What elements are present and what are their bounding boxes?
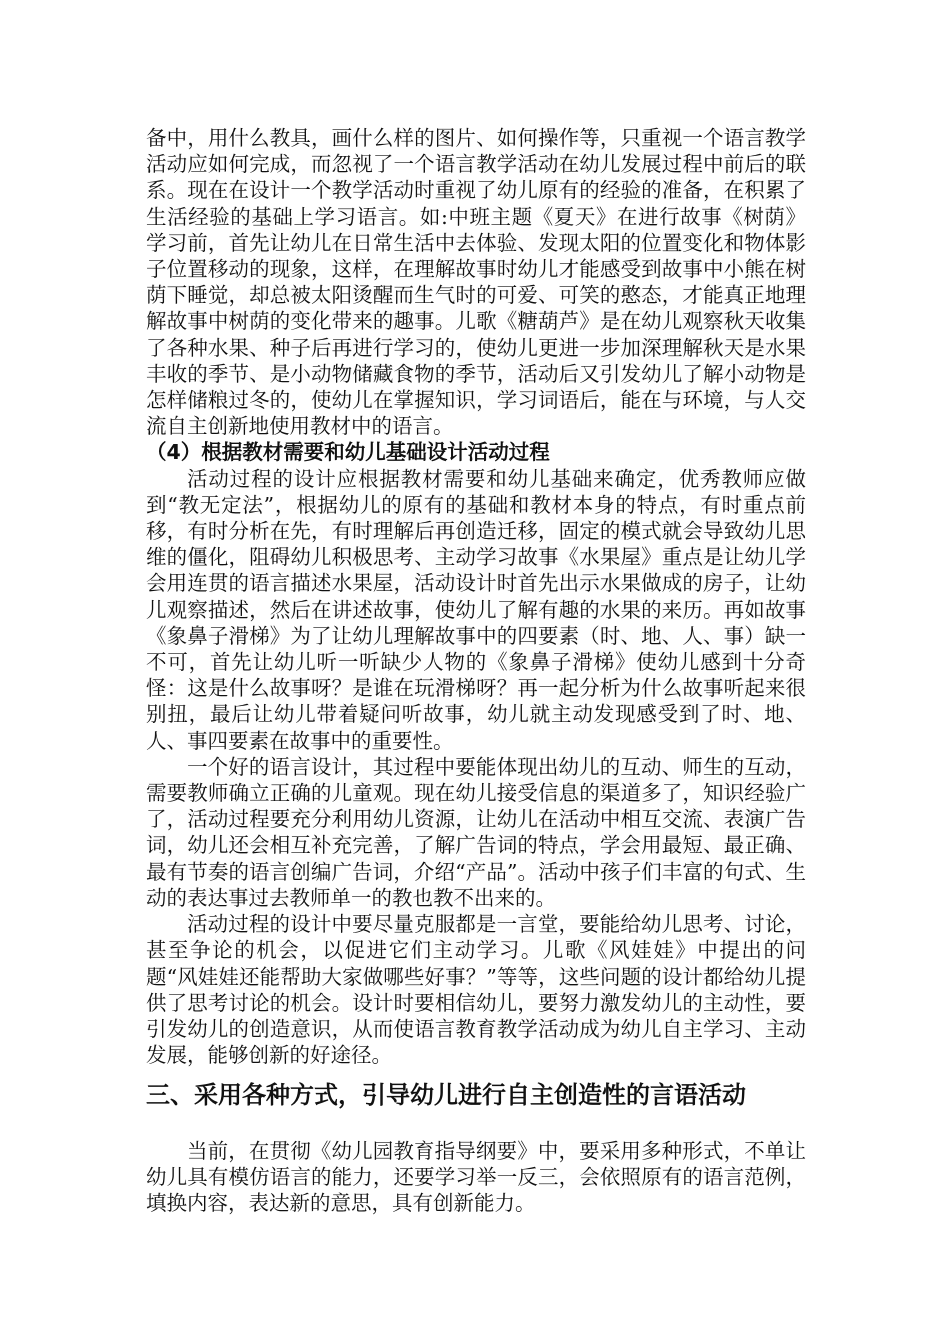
paragraph-interaction: 一个好的语言设计，其过程中要能体现出幼儿的互动、师生的互动，需要教师确立正确的儿童观。现在幼儿接受信息的渠道多了，知识经验广了，活动过程要充分利用幼儿资源，让幼儿在活动中相互交流、表演广告词，幼儿还会相互补充完善，了解广告词的特点，学会用最短、最正确、最有节奏的语言创编广告词，介绍“产品”。活动中孩子们丰富的句式、生动的表达事过去教师单一的教也教不出来的。 <box>146 754 806 910</box>
subsection-heading-4: （4）根据教材需要和幼儿基础设计活动过程 <box>146 440 550 465</box>
paragraph-section-3: 当前，在贯彻《幼儿园教育指导纲要》中，要采用多种形式，不单让幼儿具有模仿语言的能力，还要学习举一反三，会依照原有的语言范例，填换内容，表达新的意思，具有创新能力。 <box>146 1139 806 1216</box>
paragraph-continued: 备中，用什么教具，画什么样的图片、如何操作等，只重视一个语言教学活动应如何完成，而忽视了一个语言教学活动在幼儿发展过程中前后的联系。现在在设计一个教学活动时重视了幼儿原有的经验的准备，在积累了生活经验的基础上学习语言。如:中班主题《夏天》在进行故事《树荫》学习前，首先让幼儿在日常生活中去体验、发现太阳的位置变化和物体影子位置移动的现象，这样，在理解故事时幼儿才能感受到故事中小熊在树荫下睡觉，却总被太阳烫醒而生气时的可爱、可笑的憨态，才能真正地理解故事中树荫的变化带来的趣事。儿歌《糖葫芦》是在幼儿观察秋天收集了各种水果、种子后再进行学习的，使幼儿更进一步加深理解秋天是水果丰收的季节、是小动物储藏食物的季节，活动后又引发幼儿了解小动物是怎样储粮过冬的，使幼儿在掌握知识，学习词语后，能在与环境，与人交流自主创新地使用教材中的语言。 <box>146 126 806 439</box>
paragraph-discussion: 活动过程的设计中要尽量克服都是一言堂，要能给幼儿思考、讨论，甚至争论的机会，以促进它们主动学习。儿歌《风娃娃》中提出的问题“风娃娃还能帮助大家做哪些好事？”等等，这些问题的设计都给幼儿提供了思考讨论的机会。设计时要相信幼儿，要努力激发幼儿的主动性，要引发幼儿的创造意识，从而使语言教育教学活动成为幼儿自主学习、主动发展，能够创新的好途径。 <box>146 912 806 1068</box>
section-3-title: 三、采用各种方式，引导幼儿进行自主创造性的言语活动 <box>146 1081 746 1109</box>
section-3-body <box>146 1138 806 1217</box>
paragraph-activity-design: 活动过程的设计应根据教材需要和幼儿基础来确定，优秀教师应做到“教无定法”，根据幼儿的原有的基础和教材本身的特点，有时重点前移，有时分析在先，有时理解后再创造迁移，固定的模式就会导致幼儿思维的僵化，阻碍幼儿积极思考、主动学习故事《水果屋》重点是让幼儿学会用连贯的语言描述水果屋，活动设计时首先出示水果做成的房子，让幼儿观察描述，然后在讲述故事，使幼儿了解有趣的水果的来历。再如故事《象鼻子滑梯》为了让幼儿理解故事中的四要素（时、地、人、事）缺一不可，首先让幼儿听一听缺少人物的《象鼻子滑梯》使幼儿感到十分奇怪：这是什么故事呀？是谁在玩滑梯呀？再一起分析为什么故事听起来很别扭，最后让幼儿带着疑问听故事，幼儿就主动发现感受到了时、地、人、事四要素在故事中的重要性。 <box>146 466 806 753</box>
body-text-block <box>146 125 806 1068</box>
